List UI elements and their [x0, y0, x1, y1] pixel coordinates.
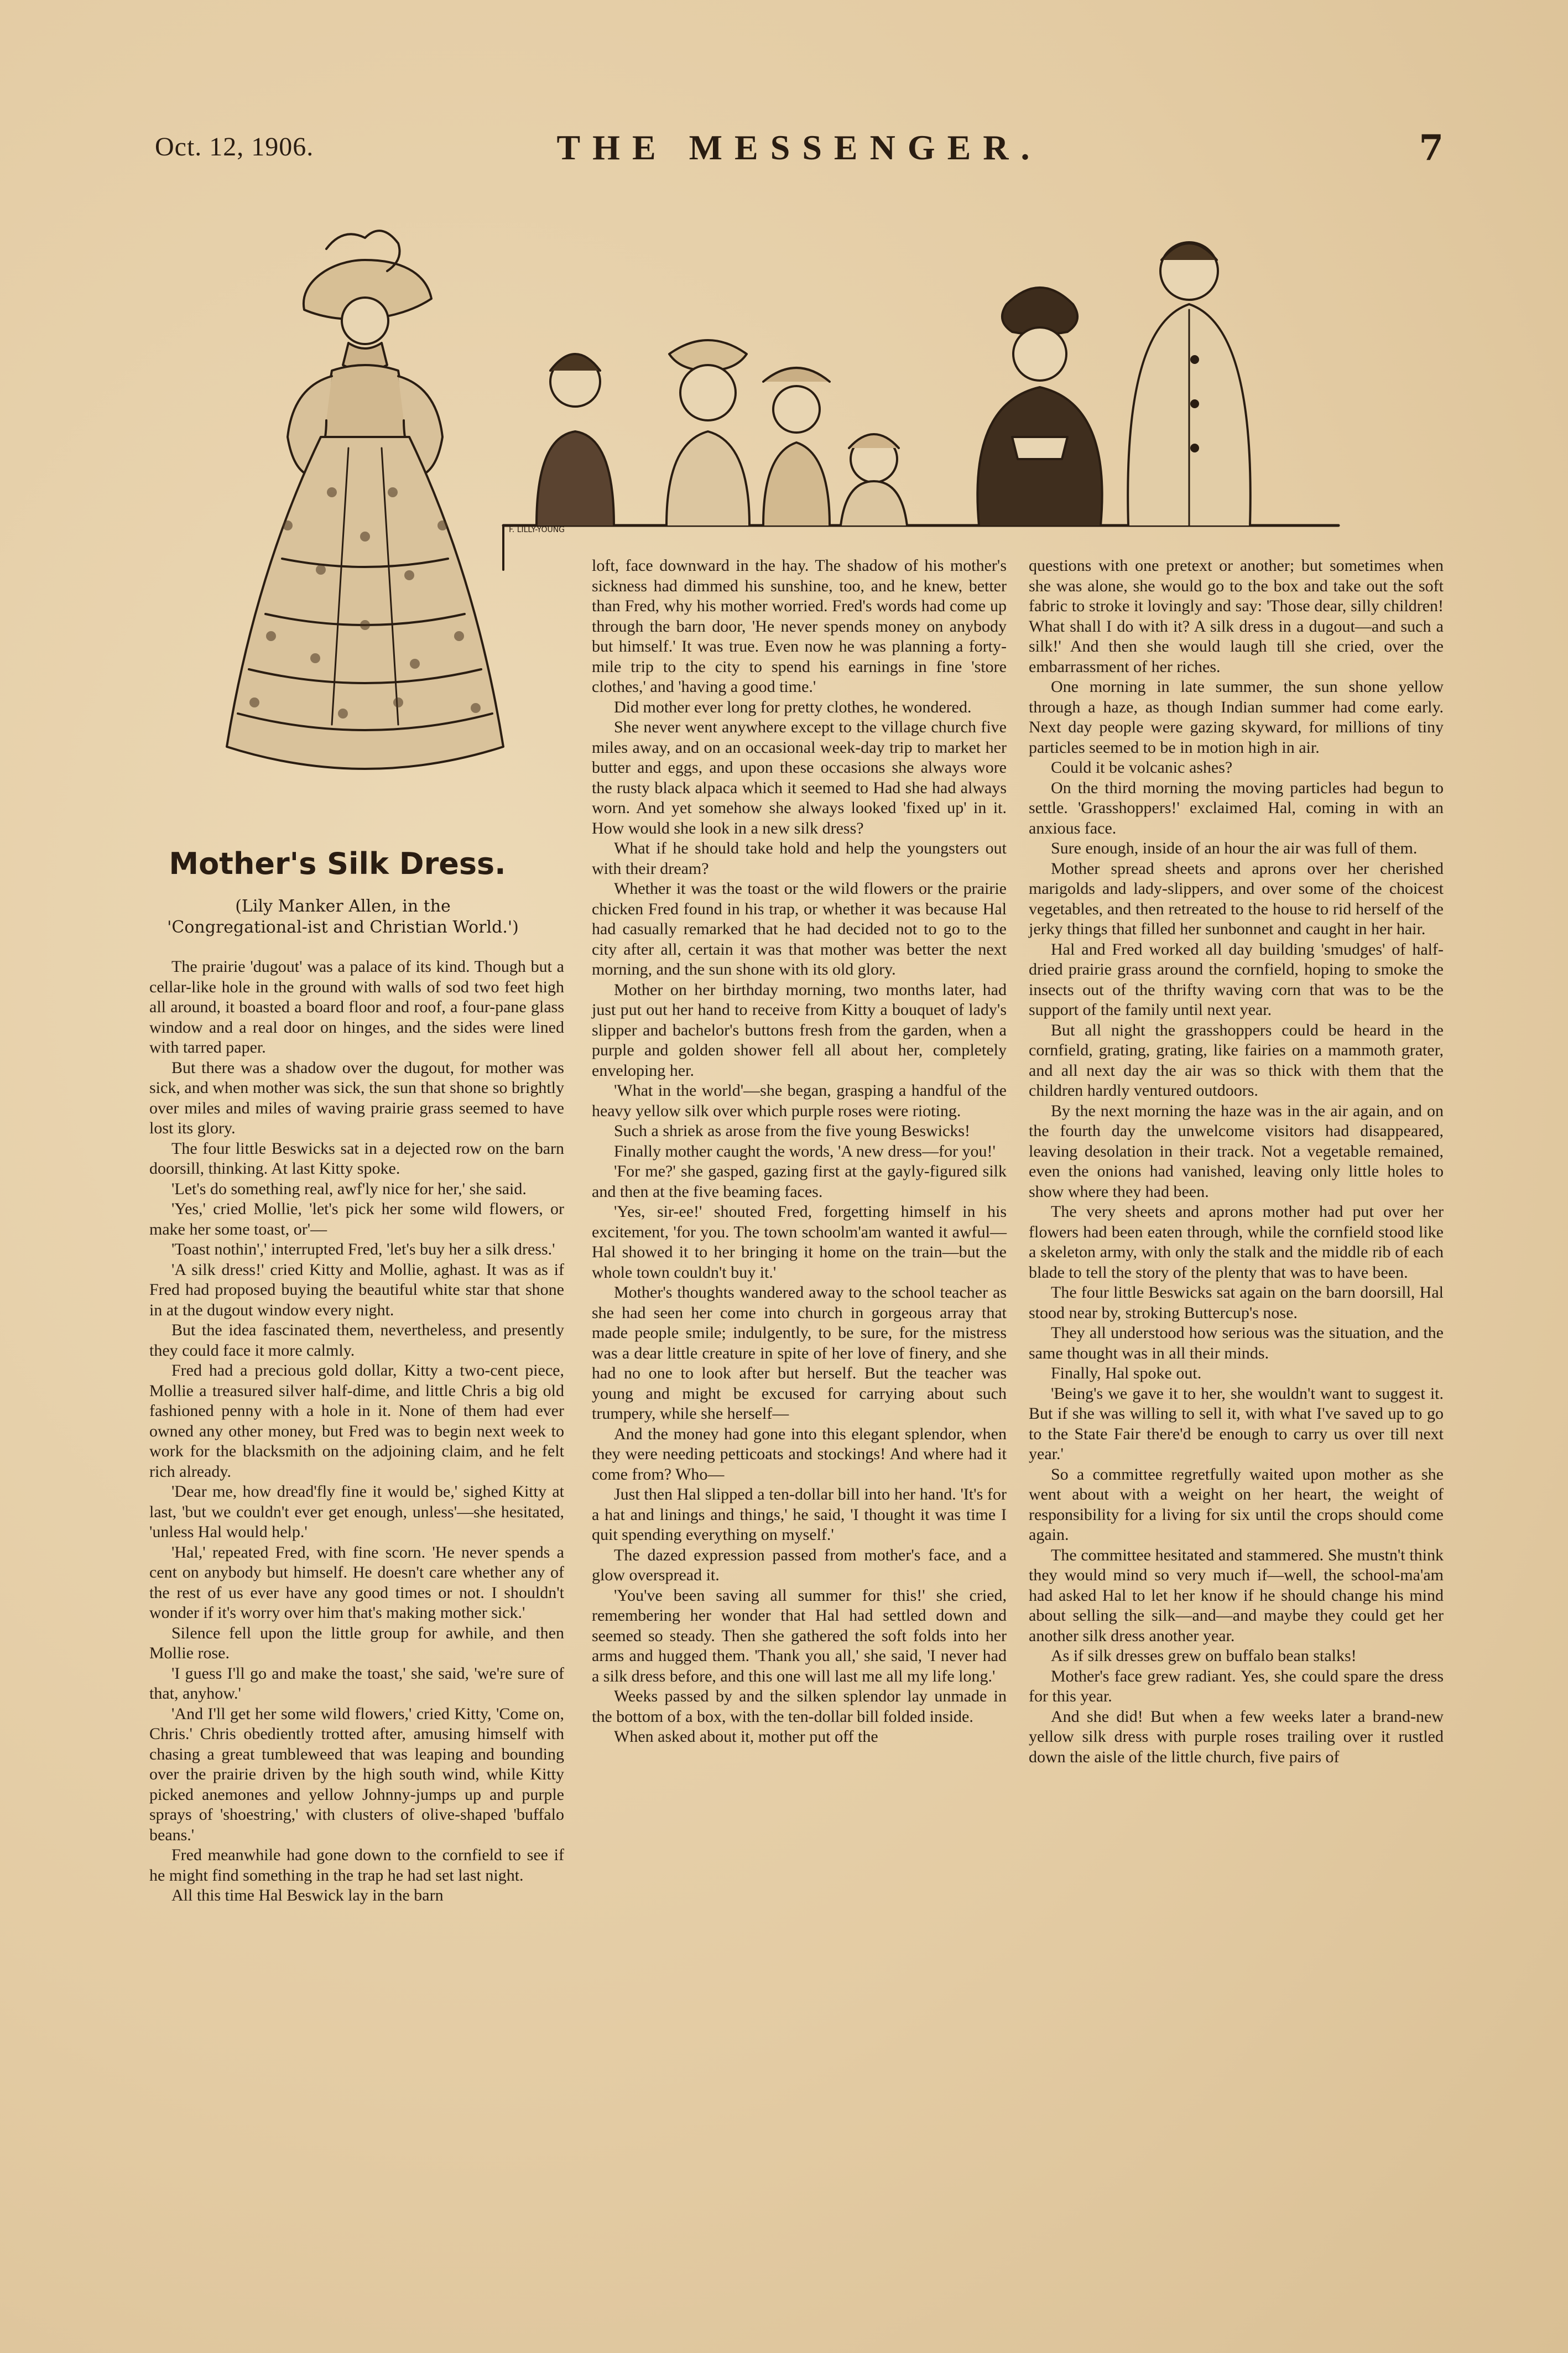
paragraph: 'I guess I'll go and make the toast,' she said, 'we're sure of that, anyhow.' — [149, 1664, 564, 1703]
paragraph: 'What in the world'—she began, grasping a handful of the heavy yellow silk over which purple roses were rioting. — [592, 1081, 1007, 1120]
article-title: Mother's Silk Dress. — [169, 846, 506, 881]
article-column-1 — [149, 957, 564, 1906]
paragraph: On the third morning the moving particles had begun to settle. 'Grasshoppers!' exclaimed Hal, coming in with an anxious face. — [1029, 778, 1444, 837]
paragraph: So a committee regretfully waited upon mother as she went about with a weight on her heart, the weight of responsibility for a living for six until the crops should come again. — [1029, 1465, 1444, 1544]
paragraph: Just then Hal slipped a ten-dollar bill into her hand. 'It's for a hat and linings and things,' he said, 'I thought it was time I quit spending everything on myself.' — [592, 1485, 1007, 1544]
paragraph: 'Dear me, how dread'fly fine it would be,' sighed Kitty at last, 'but we couldn't ever get enough, unless'—she hesitated, 'unless Hal would help.' — [149, 1482, 564, 1541]
paragraph: By the next morning the haze was in the air again, and on the fourth day the unwelcome visitors had disappeared, leaving desolation in their track. Not a vegetable remained, even the onions had vanished, leaving only little holes to show where they had been. — [1029, 1101, 1444, 1201]
article-column-2 — [592, 556, 1007, 1747]
paragraph: 'Let's do something real, awf'ly nice for her,' she said. — [171, 1179, 527, 1198]
page-number: 7 — [1419, 127, 1444, 169]
paragraph: Fred meanwhile had gone down to the cornfield to see if he might find something in the trap he had set last night. — [149, 1846, 564, 1885]
issue-date: Oct. 12, 1906. — [155, 132, 314, 162]
paragraph: Silence fell upon the little group for awhile, and then Mollie rose. — [149, 1623, 564, 1662]
paragraph: And the money had gone into this elegant splendor, when they were needing petticoats and stockings! And where had it come from? Who— — [592, 1424, 1007, 1483]
paragraph: Finally, Hal spoke out. — [1051, 1364, 1202, 1382]
paragraph: As if silk dresses grew on buffalo bean stalks! — [1051, 1647, 1357, 1665]
paragraph: One morning in late summer, the sun shone yellow through a haze, as though Indian summer had come early. Next day people were gazing skyward, for millions of tiny particles seemed to be in motion high in air. — [1029, 678, 1444, 757]
paragraph: But there was a shadow over the dugout, for mother was sick, and when mother was sick, the sun that shone so brightly over miles and miles of waving prairie grass seemed to have lost its glory. — [149, 1058, 564, 1137]
paragraph: Mother spread sheets and aprons over her cherished marigolds and lady-slippers, and over some of the choicest vegetables, and then retreated to the house to rid herself of the jerky things that filled her sunbonnet and caught in her hair. — [1029, 859, 1444, 938]
paragraph: What if he should take hold and help the youngsters out with their dream? — [592, 839, 1007, 878]
paragraph: When asked about it, mother put off the — [614, 1727, 878, 1746]
paragraph: The very sheets and aprons mother had put over her flowers had been eaten through, while the cornfield stood like a skeleton army, with only the stalk and the middle rib of each blade to tell the story of the plenty that was to have been. — [1029, 1202, 1444, 1282]
paragraph: Sure enough, inside of an hour the air was full of them. — [1051, 839, 1418, 857]
paragraph: 'For me?' she gasped, gazing first at the gayly-figured silk and then at the five beaming faces. — [592, 1162, 1007, 1201]
paragraph: loft, face downward in the hay. The shadow of his mother's sickness had dimmed his sunshine, too, and he knew, better than Fred, why his mother worried. Fred's words had come up through the barn door, 'He never spends money on anybody but himself.' It was true. Even now he was planning a forty-mile trip to the city to spend his earnings in fine 'store clothes,' and 'having a good time.' — [592, 556, 1007, 696]
paragraph: And she did! But when a few weeks later a brand-new yellow silk dress with purple roses trailing over it rustled down the aisle of the little church, five pairs of — [1029, 1707, 1444, 1766]
paragraph: Did mother ever long for pretty clothes, he wondered. — [614, 697, 972, 716]
paragraph: Could it be volcanic ashes? — [1051, 758, 1233, 777]
article-byline: (Lily Manker Allen, in the 'Congregational-ist and Christian World.') — [167, 897, 519, 937]
young-man-figure — [1128, 242, 1251, 525]
paragraph: The dazed expression passed from mother's face, and a glow overspread it. — [592, 1545, 1007, 1584]
paragraph: The committee hesitated and stammered. She mustn't think they would mind so very much if—well, the school-ma'am had asked Hal to let her know if he should change his mind about selling the silk—and—and maybe they could get her another silk dress another year. — [1029, 1545, 1444, 1645]
paragraph: 'A silk dress!' cried Kitty and Mollie, aghast. It was as if Fred had proposed buying the beautiful white star that shone in at the dugout window every night. — [149, 1260, 564, 1319]
paragraph: Weeks passed by and the silken splendor lay unmade in the bottom of a box, with the ten-dollar bill folded inside. — [592, 1687, 1007, 1726]
paragraph: But the idea fascinated them, nevertheless, and presently they could face it more calmly. — [149, 1321, 564, 1360]
lady-figure — [227, 231, 565, 769]
paragraph: Fred had a precious gold dollar, Kitty a two-cent piece, Mollie a treasured silver half-dime, and little Chris a big old fashioned penny with a hole in it. None of them had ever owned any other money, but Fred was to begin next week to work for the blacksmith on the adjoining claim, and he felt rich already. — [149, 1361, 564, 1481]
paragraph: The four little Beswicks sat in a dejected row on the barn doorsill, thinking. At last Kitty spoke. — [149, 1139, 564, 1178]
paragraph: The four little Beswicks sat again on the barn doorsill, Hal stood near by, stroking Buttercup's nose. — [1029, 1283, 1444, 1322]
paragraph: Mother's face grew radiant. Yes, she could spare the dress for this year. — [1029, 1667, 1444, 1705]
paragraph: They all understood how serious was the situation, and the same thought was in all their minds. — [1029, 1324, 1444, 1362]
paragraph: 'You've been saving all summer for this!' she cried, remembering her wonder that Hal had settled down and seemed so steady. Then she gathered the soft folds into her arms and hugged them. 'Thank you all,' she said, 'I never had a silk dress before, and this one will last me all my life long.' — [592, 1586, 1007, 1685]
mother-figure — [977, 288, 1102, 525]
children-figures — [536, 340, 907, 525]
paragraph: questions with one pretext or another; but sometimes when she was alone, she would go to the box and take out the soft fabric to stroke it lovingly and say: 'Those dear, silly children! What shall I do with it? A silk dress in a dugout—and such a silk!' And then she would laugh till she cried, over the embarrassment of her riches. — [1029, 556, 1444, 676]
paragraph: Mother on her birthday morning, two months later, had just put out her hand to receive from Kitty a bouquet of lady's slipper and bachelor's buttons fresh from the garden, when a purple and golden shower fell all about her, completely enveloping her. — [592, 980, 1007, 1080]
paragraph: 'Yes, sir-ee!' shouted Fred, forgetting himself in his excitement, 'for you. The town schoolm'am wanted it awful—Hal showed it to her bringing it home on the train—but the whole town couldn't buy it.' — [592, 1202, 1007, 1282]
paragraph: 'Yes,' cried Mollie, 'let's pick her some wild flowers, or make her some toast, or'— — [149, 1200, 564, 1238]
paragraph: 'Hal,' repeated Fred, with fine scorn. 'He never spends a cent on anybody but himself. He doesn't care whether any of the rest of us ever have any good times or not. I shouldn't wonder if it's worry over him that's making mother sick.' — [149, 1543, 564, 1622]
paragraph: The prairie 'dugout' was a palace of its kind. Though but a cellar-like hole in the ground with walls of sod two feet high all around, it boasted a board floor and roof, a four-pane glass window and a real door on hinges, and the sides were lined with tarred paper. — [149, 957, 564, 1056]
paragraph: 'And I'll get her some wild flowers,' cried Kitty, 'Come on, Chris.' Chris obediently trotted after, amusing himself with chasing a great tumbleweed that was leaping and bounding over the prairie driven by the high south wind, while Kitty picked anemones and yellow Johnny-jumps up and purple sprays of 'shoestring,' with clusters of olive-shaped 'buffalo beans.' — [149, 1704, 564, 1844]
paragraph: 'Being's we gave it to her, she wouldn't want to suggest it. But if she was willing to sell it, with what I've saved up to go to the State Fair there'd be enough to carry us over till next year.' — [1029, 1384, 1444, 1463]
paragraph: But all night the grasshoppers could be heard in the cornfield, grating, grating, like fairies on a mammoth grater, and all next day the air was so thick with them that the children hardly ventured outdoors. — [1029, 1021, 1444, 1100]
paragraph: All this time Hal Beswick lay in the barn — [171, 1886, 444, 1904]
paragraph: Whether it was the toast or the wild flowers or the prairie chicken Fred found in his trap, or whether it was because Hal had casually remarked that he had decided not to go to the city after all, certain it was that mother was better the next morning, and the sun shone with its old glory. — [592, 879, 1007, 978]
paragraph: Finally mother caught the words, 'A new dress—for you!' — [614, 1142, 996, 1160]
paragraph: Hal and Fred worked all day building 'smudges' of half-dried prairie grass around the cornfield, hoping to smoke the insects out of the thrifty waving corn that was to be the support of the family until next year. — [1029, 940, 1444, 1019]
paragraph: Mother's thoughts wandered away to the school teacher as she had seen her come into church in gorgeous array that made people smile; indulgently, to be sure, for the mistress was a dear little creature in spite of her love of finery, and she had no one to look after but herself. But the teacher was young and might be excused for carrying about such trumpery, while she herself— — [592, 1283, 1007, 1423]
newspaper-title: THE MESSENGER. — [556, 128, 1042, 167]
paragraph: She never went anywhere except to the village church five miles away, and on an occasional week-day trip to market her butter and eggs, and upon these occasions she always wore the rusty black alpaca which it seemed to Had she had always worn. And yet somehow she always looked 'fixed up' in it. How would she look in a new silk dress? — [592, 718, 1007, 837]
paragraph: 'Toast nothin',' interrupted Fred, 'let's buy her a silk dress.' — [171, 1240, 555, 1258]
article-column-3 — [1029, 556, 1444, 1767]
paragraph: Such a shriek as arose from the five young Beswicks! — [614, 1122, 971, 1140]
masthead — [155, 127, 1444, 177]
illustrator-signature: F. LILLY-YOUNG — [509, 525, 565, 534]
